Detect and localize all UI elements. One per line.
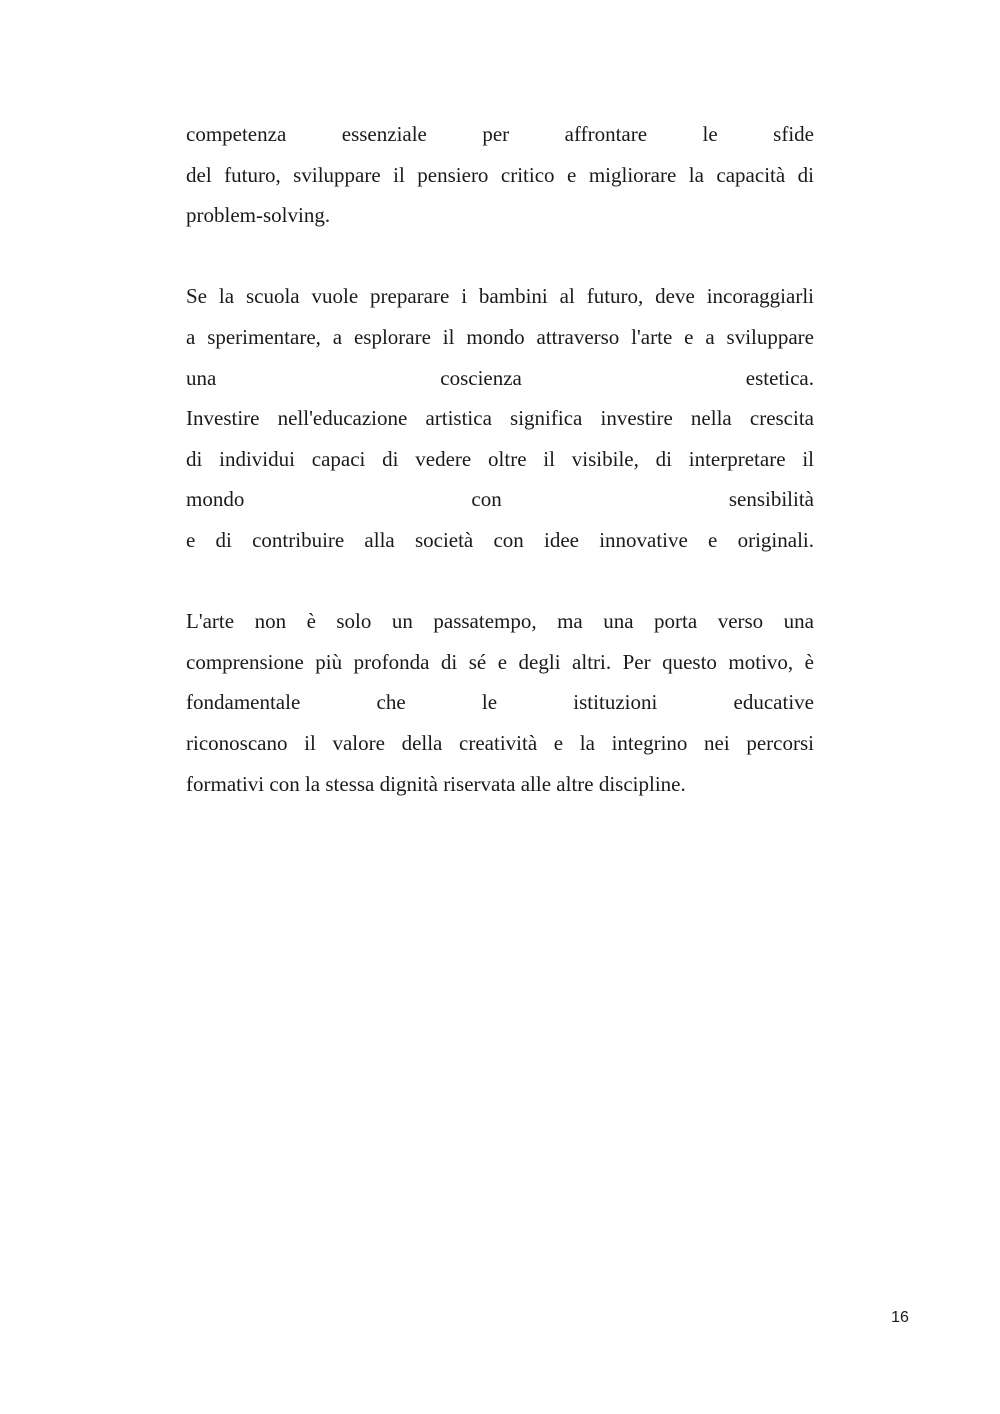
- text-line: a sperimentare, a esplorare il mondo attraverso l'arte e a sviluppare: [186, 324, 814, 349]
- text-line: riconoscano il valore della creatività e la integrino nei percorsi: [186, 730, 814, 755]
- text-line: di individui capaci di vedere oltre il visibile, di interpretare il: [186, 446, 814, 471]
- body-text: [186, 114, 814, 804]
- paragraph-3: [186, 601, 814, 804]
- page-number: 16: [891, 1309, 909, 1326]
- text-line: formativi con la stessa dignità riservata alle altre discipline.: [186, 771, 686, 796]
- text-line: competenza essenziale per affrontare le sfide: [186, 122, 814, 146]
- text-line: e di contribuire alla società con idee innovative e originali.: [186, 527, 814, 552]
- paragraph-spacer: [186, 561, 814, 602]
- text-line: L'arte non è solo un passatempo, ma una porta verso una: [186, 609, 814, 634]
- text-line: Investire nell'educazione artistica significa investire nella crescita: [186, 406, 814, 431]
- paragraph-1: [186, 114, 814, 236]
- text-line: una coscienza estetica.: [186, 365, 814, 390]
- paragraph-2: [186, 276, 814, 560]
- text-line: mondo con sensibilità: [186, 487, 814, 512]
- text-line: del futuro, sviluppare il pensiero critico e migliorare la capacità di: [186, 162, 814, 187]
- text-line: comprensione più profonda di sé e degli altri. Per questo motivo, è: [186, 649, 814, 674]
- text-line: fondamentale che le istituzioni educative: [186, 690, 814, 715]
- paragraph-spacer: [186, 236, 814, 277]
- text-line: Se la scuola vuole preparare i bambini al futuro, deve incoraggiarli: [186, 284, 814, 309]
- text-line: problem-solving.: [186, 203, 331, 228]
